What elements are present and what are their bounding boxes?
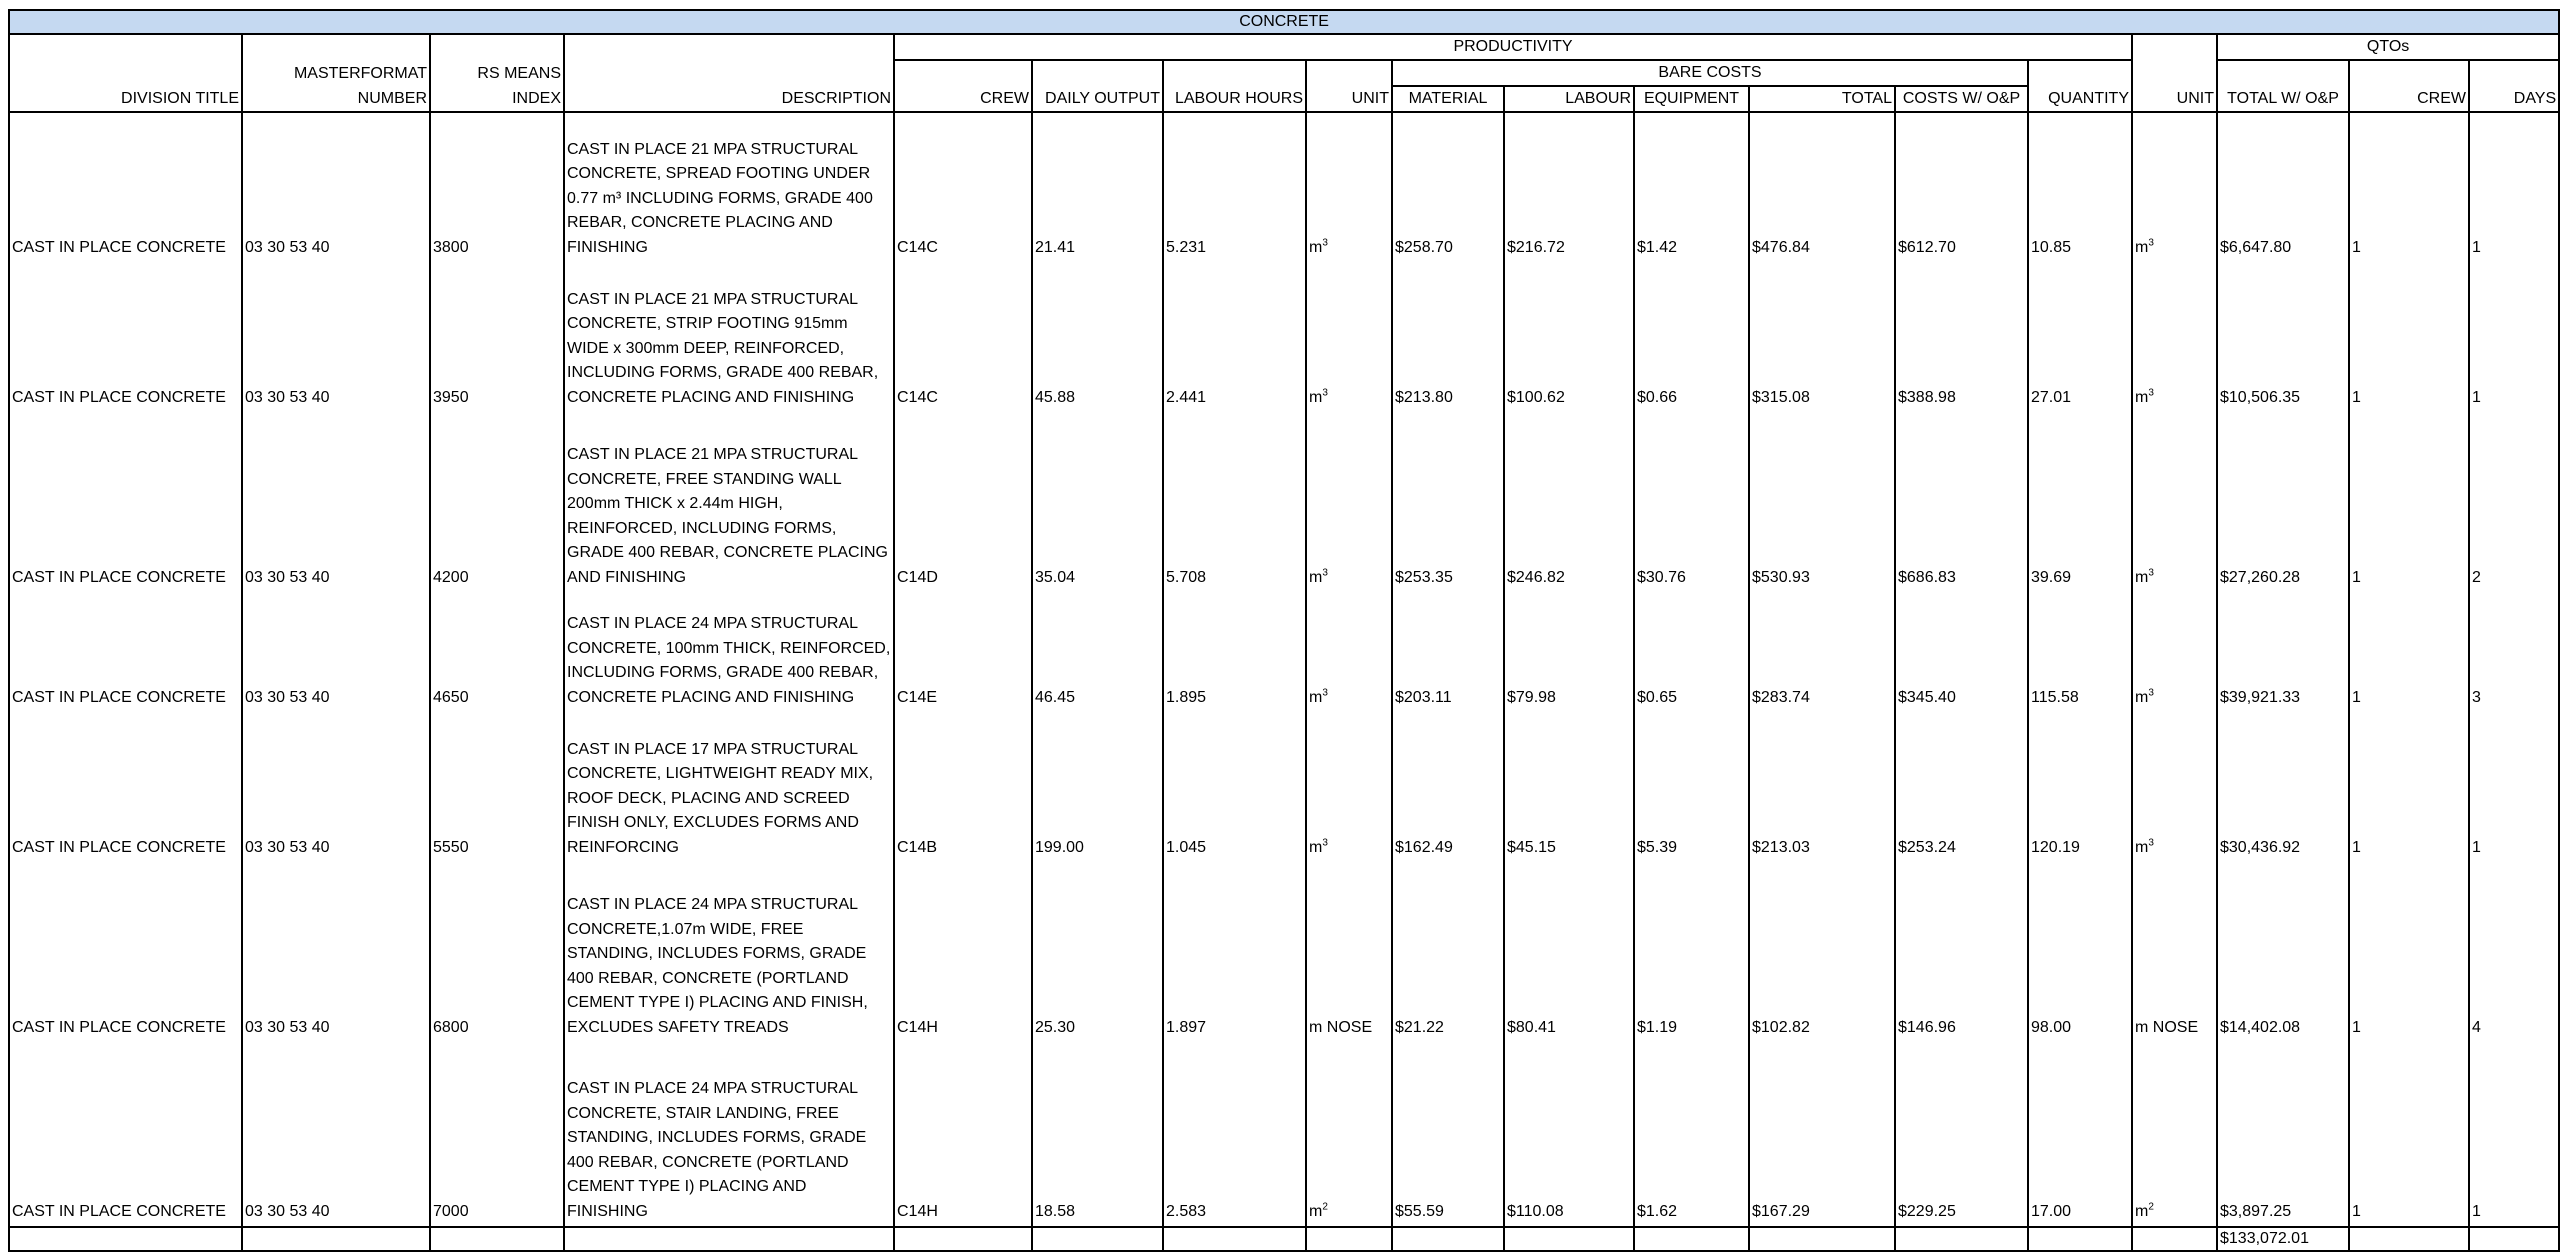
- unit-exponent: 3: [2148, 567, 2154, 579]
- total-op-cell[interactable]: $27,260.28: [2217, 412, 2349, 592]
- division-cell[interactable]: CAST IN PLACE CONCRETE: [9, 262, 242, 412]
- daily-output-cell[interactable]: 21.41: [1032, 112, 1163, 262]
- division-title-header[interactable]: DIVISION TITLE: [9, 86, 242, 112]
- labour-hours-cell[interactable]: 1.895: [1163, 592, 1306, 712]
- sheet-title[interactable]: CONCRETE: [9, 10, 2559, 34]
- equipment-cost-cell[interactable]: $0.66: [1634, 262, 1749, 412]
- labour-hours-cell[interactable]: 1.897: [1163, 862, 1306, 1042]
- total-op-cell[interactable]: $6,647.80: [2217, 112, 2349, 262]
- division-cell[interactable]: CAST IN PLACE CONCRETE: [9, 412, 242, 592]
- unit-exponent: 3: [1322, 687, 1328, 699]
- sched-crew-cell[interactable]: 1: [2349, 592, 2469, 712]
- division-cell[interactable]: CAST IN PLACE CONCRETE: [9, 1042, 242, 1227]
- table-row: [9, 112, 2559, 262]
- unit-exponent: 3: [1322, 237, 1328, 249]
- table-row: [9, 412, 2559, 592]
- spreadsheet: [8, 9, 2558, 1253]
- unit-cell[interactable]: $m^3$: [1306, 112, 1392, 262]
- daily-output-cell[interactable]: 18.58: [1032, 1042, 1163, 1227]
- equipment-cost-cell[interactable]: $1.42: [1634, 112, 1749, 262]
- costs-op-header[interactable]: COSTS W/ O&P: [1895, 86, 2028, 112]
- total-bare-cost-cell[interactable]: $213.03: [1749, 712, 1895, 862]
- days-cell[interactable]: 4: [2469, 862, 2559, 1042]
- productivity-group-header[interactable]: PRODUCTIVITY: [894, 34, 2132, 60]
- rsmeans-index-cell[interactable]: 5550: [430, 712, 564, 862]
- costs-op-cell[interactable]: $253.24: [1895, 712, 2028, 862]
- days-cell[interactable]: 1: [2469, 262, 2559, 412]
- rsmeans-index-cell[interactable]: 3800: [430, 112, 564, 262]
- days-cell[interactable]: 1: [2469, 712, 2559, 862]
- sched-crew-cell[interactable]: 1: [2349, 712, 2469, 862]
- qto-unit-cell[interactable]: $m^3$: [2132, 712, 2217, 862]
- table-row: [9, 712, 2559, 862]
- masterformat-cell[interactable]: 03 30 53 40: [242, 592, 430, 712]
- rsmeans-index-cell[interactable]: 4650: [430, 592, 564, 712]
- material-cost-cell[interactable]: $203.11: [1392, 592, 1504, 712]
- unit-cell[interactable]: $m^3$: [1306, 412, 1392, 592]
- daily-output-cell[interactable]: 45.88: [1032, 262, 1163, 412]
- days-cell[interactable]: 1: [2469, 112, 2559, 262]
- masterformat-header-line2[interactable]: NUMBER: [242, 86, 430, 112]
- material-cost-cell[interactable]: $162.49: [1392, 712, 1504, 862]
- quantity-cell[interactable]: 39.69: [2028, 412, 2132, 592]
- quantity-cell[interactable]: 115.58: [2028, 592, 2132, 712]
- qto-unit-cell[interactable]: $m^2$: [2132, 1042, 2217, 1227]
- description-cell[interactable]: CAST IN PLACE 24 MPA STRUCTURAL CONCRETE, 100mm THICK, REINFORCED, INCLUDING FORMS, GRADE 400 REBAR, CONCRETE PLACING AND FINISHING: [564, 592, 894, 712]
- costs-op-cell[interactable]: $612.70: [1895, 112, 2028, 262]
- quantity-header[interactable]: QUANTITY: [2028, 86, 2132, 112]
- material-cost-cell[interactable]: $21.22: [1392, 862, 1504, 1042]
- equipment-cost-cell[interactable]: $5.39: [1634, 712, 1749, 862]
- unit-cell[interactable]: $m^3$: [1306, 262, 1392, 412]
- quantity-cell[interactable]: 10.85: [2028, 112, 2132, 262]
- division-cell[interactable]: CAST IN PLACE CONCRETE: [9, 862, 242, 1042]
- description-cell[interactable]: CAST IN PLACE 21 MPA STRUCTURAL CONCRETE, FREE STANDING WALL 200mm THICK x 2.44m HIGH, REINFORCED, INCLUDING FORMS, GRADE 400 REBAR, CONCRETE PLACING AND FINISHING: [564, 412, 894, 592]
- labour-cost-cell[interactable]: $80.41: [1504, 862, 1634, 1042]
- total-bare-cost-cell[interactable]: $102.82: [1749, 862, 1895, 1042]
- qto-unit-cell[interactable]: $m^3$: [2132, 112, 2217, 262]
- masterformat-cell[interactable]: 03 30 53 40: [242, 712, 430, 862]
- table-row: [9, 262, 2559, 412]
- total-op-cell[interactable]: $10,506.35: [2217, 262, 2349, 412]
- costs-op-cell[interactable]: $146.96: [1895, 862, 2028, 1042]
- labour-hours-header[interactable]: LABOUR HOURS: [1163, 86, 1306, 112]
- days-cell[interactable]: 1: [2469, 1042, 2559, 1227]
- labour-hours-cell[interactable]: 1.045: [1163, 712, 1306, 862]
- qto-unit-cell[interactable]: $m^3$: [2132, 412, 2217, 592]
- total-op-cell[interactable]: $3,897.25: [2217, 1042, 2349, 1227]
- sched-crew-cell[interactable]: 1: [2349, 1042, 2469, 1227]
- equipment-cost-cell[interactable]: $30.76: [1634, 412, 1749, 592]
- crew-cell[interactable]: C14E: [894, 592, 1032, 712]
- crew-cell[interactable]: C14H: [894, 862, 1032, 1042]
- description-header[interactable]: DESCRIPTION: [564, 86, 894, 112]
- quantity-cell[interactable]: 120.19: [2028, 712, 2132, 862]
- total-bare-cost-cell[interactable]: $283.74: [1749, 592, 1895, 712]
- sched-crew-cell[interactable]: 1: [2349, 862, 2469, 1042]
- days-header[interactable]: DAYS: [2469, 86, 2559, 112]
- unit-exponent: 3: [2148, 837, 2154, 849]
- daily-output-cell[interactable]: 25.30: [1032, 862, 1163, 1042]
- crew-cell[interactable]: C14C: [894, 112, 1032, 262]
- daily-output-cell[interactable]: 35.04: [1032, 412, 1163, 592]
- qto-unit-header[interactable]: UNIT: [2132, 86, 2217, 112]
- labour-hours-cell[interactable]: 2.583: [1163, 1042, 1306, 1227]
- description-cell[interactable]: CAST IN PLACE 21 MPA STRUCTURAL CONCRETE, STRIP FOOTING 915mm WIDE x 300mm DEEP, REINFORCED, INCLUDING FORMS, GRADE 400 REBAR, CONCRETE PLACING AND FINISHING: [564, 262, 894, 412]
- crew-cell[interactable]: C14C: [894, 262, 1032, 412]
- costs-op-cell[interactable]: $345.40: [1895, 592, 2028, 712]
- equipment-cost-cell[interactable]: $1.62: [1634, 1042, 1749, 1227]
- costs-op-cell[interactable]: $686.83: [1895, 412, 2028, 592]
- total-bare-cost-cell[interactable]: $530.93: [1749, 412, 1895, 592]
- labour-hours-cell[interactable]: 5.708: [1163, 412, 1306, 592]
- total-op-cell[interactable]: $39,921.33: [2217, 592, 2349, 712]
- total-op-cell[interactable]: $30,436.92: [2217, 712, 2349, 862]
- crew-cell[interactable]: C14B: [894, 712, 1032, 862]
- unit-exponent: 3: [1322, 837, 1328, 849]
- division-cell[interactable]: CAST IN PLACE CONCRETE: [9, 712, 242, 862]
- masterformat-cell[interactable]: 03 30 53 40: [242, 862, 430, 1042]
- labour-cost-cell[interactable]: $100.62: [1504, 262, 1634, 412]
- daily-output-header[interactable]: DAILY OUTPUT: [1032, 86, 1163, 112]
- unit-exponent: 3: [1322, 387, 1328, 399]
- rsmeans-index-cell[interactable]: 7000: [430, 1042, 564, 1227]
- masterformat-cell[interactable]: 03 30 53 40: [242, 1042, 430, 1227]
- unit-exponent: 3: [1322, 567, 1328, 579]
- material-cost-cell[interactable]: $258.70: [1392, 112, 1504, 262]
- labour-cost-cell[interactable]: $246.82: [1504, 412, 1634, 592]
- material-header[interactable]: MATERIAL: [1392, 86, 1504, 112]
- daily-output-cell[interactable]: 46.45: [1032, 592, 1163, 712]
- sched-crew-cell[interactable]: 1: [2349, 412, 2469, 592]
- concrete-estimate-table: [8, 9, 2560, 1253]
- total-bare-cost-cell[interactable]: $167.29: [1749, 1042, 1895, 1227]
- bare-costs-group-header[interactable]: BARE COSTS: [1392, 60, 2028, 86]
- unit-exponent: 3: [2148, 237, 2154, 249]
- material-cost-cell[interactable]: $253.35: [1392, 412, 1504, 592]
- qto-unit-cell[interactable]: m NOSE: [2132, 862, 2217, 1042]
- unit-exponent: 2: [1322, 1201, 1328, 1213]
- table-row: [9, 862, 2559, 1042]
- description-cell[interactable]: CAST IN PLACE 24 MPA STRUCTURAL CONCRETE,1.07m WIDE, FREE STANDING, INCLUDES FORMS, GRADE 400 REBAR, CONCRETE (PORTLAND CEMENT TYPE I) PLACING AND FINISH, EXCLUDES SAFETY TREADS: [564, 862, 894, 1042]
- unit-cell[interactable]: $m^3$: [1306, 592, 1392, 712]
- quantity-cell[interactable]: 17.00: [2028, 1042, 2132, 1227]
- unit-cell[interactable]: $m^3$: [1306, 712, 1392, 862]
- days-cell[interactable]: 2: [2469, 412, 2559, 592]
- total-header[interactable]: TOTAL: [1749, 86, 1895, 112]
- labour-hours-cell[interactable]: 5.231: [1163, 112, 1306, 262]
- rsmeans-index-cell[interactable]: 3950: [430, 262, 564, 412]
- table-row: [9, 1042, 2559, 1227]
- days-cell[interactable]: 3: [2469, 592, 2559, 712]
- masterformat-cell[interactable]: 03 30 53 40: [242, 262, 430, 412]
- description-cell[interactable]: CAST IN PLACE 24 MPA STRUCTURAL CONCRETE, STAIR LANDING, FREE STANDING, INCLUDES FORMS, GRADE 400 REBAR, CONCRETE (PORTLAND CEMENT TYPE I) PLACING AND FINISHING: [564, 1042, 894, 1227]
- division-cell[interactable]: CAST IN PLACE CONCRETE: [9, 592, 242, 712]
- qto-unit-cell[interactable]: $m^3$: [2132, 592, 2217, 712]
- rsmeans-index-cell[interactable]: 6800: [430, 862, 564, 1042]
- equipment-cost-cell[interactable]: $1.19: [1634, 862, 1749, 1042]
- material-cost-cell[interactable]: $55.59: [1392, 1042, 1504, 1227]
- crew-cell[interactable]: C14D: [894, 412, 1032, 592]
- material-cost-cell[interactable]: $213.80: [1392, 262, 1504, 412]
- labour-cost-cell[interactable]: $45.15: [1504, 712, 1634, 862]
- rsmeans-header-line1[interactable]: RS MEANS: [430, 60, 564, 86]
- quantity-cell[interactable]: 27.01: [2028, 262, 2132, 412]
- total-bare-cost-cell[interactable]: $476.84: [1749, 112, 1895, 262]
- equipment-header[interactable]: EQUIPMENT: [1634, 86, 1749, 112]
- rsmeans-index-cell[interactable]: 4200: [430, 412, 564, 592]
- sched-crew-header[interactable]: CREW: [2349, 86, 2469, 112]
- crew-header[interactable]: CREW: [894, 86, 1032, 112]
- labour-cost-cell[interactable]: $110.08: [1504, 1042, 1634, 1227]
- unit-exponent: 3: [2148, 387, 2154, 399]
- total-op-cell[interactable]: $14,402.08: [2217, 862, 2349, 1042]
- total-bare-cost-cell[interactable]: $315.08: [1749, 262, 1895, 412]
- rsmeans-header-line2[interactable]: INDEX: [430, 86, 564, 112]
- labour-header[interactable]: LABOUR: [1504, 86, 1634, 112]
- sched-crew-cell[interactable]: 1: [2349, 262, 2469, 412]
- masterformat-cell[interactable]: 03 30 53 40: [242, 112, 430, 262]
- unit-header[interactable]: UNIT: [1306, 86, 1392, 112]
- total-op-header[interactable]: TOTAL W/ O&P: [2217, 86, 2349, 112]
- quantity-cell[interactable]: 98.00: [2028, 862, 2132, 1042]
- sched-crew-cell[interactable]: 1: [2349, 112, 2469, 262]
- labour-cost-cell[interactable]: $79.98: [1504, 592, 1634, 712]
- costs-op-cell[interactable]: $388.98: [1895, 262, 2028, 412]
- qto-unit-cell[interactable]: $m^3$: [2132, 262, 2217, 412]
- qtos-group-header[interactable]: QTOs: [2217, 34, 2559, 60]
- equipment-cost-cell[interactable]: $0.65: [1634, 592, 1749, 712]
- grand-total-cell[interactable]: $133,072.01: [2217, 1227, 2349, 1251]
- masterformat-header-line1[interactable]: MASTERFORMAT: [242, 60, 430, 86]
- description-cell[interactable]: CAST IN PLACE 21 MPA STRUCTURAL CONCRETE, SPREAD FOOTING UNDER 0.77 m³ INCLUDING FORMS, GRADE 400 REBAR, CONCRETE PLACING AND FINISHING: [564, 112, 894, 262]
- unit-cell[interactable]: $m^2$: [1306, 1042, 1392, 1227]
- unit-cell[interactable]: m NOSE: [1306, 862, 1392, 1042]
- description-cell[interactable]: CAST IN PLACE 17 MPA STRUCTURAL CONCRETE, LIGHTWEIGHT READY MIX, ROOF DECK, PLACING AND SCREED FINISH ONLY, EXCLUDES FORMS AND REINFORCING: [564, 712, 894, 862]
- labour-hours-cell[interactable]: 2.441: [1163, 262, 1306, 412]
- division-cell[interactable]: CAST IN PLACE CONCRETE: [9, 112, 242, 262]
- labour-cost-cell[interactable]: $216.72: [1504, 112, 1634, 262]
- daily-output-cell[interactable]: 199.00: [1032, 712, 1163, 862]
- table-row: [9, 592, 2559, 712]
- masterformat-cell[interactable]: 03 30 53 40: [242, 412, 430, 592]
- unit-exponent: 2: [2148, 1201, 2154, 1213]
- costs-op-cell[interactable]: $229.25: [1895, 1042, 2028, 1227]
- crew-cell[interactable]: C14H: [894, 1042, 1032, 1227]
- unit-exponent: 3: [2148, 687, 2154, 699]
